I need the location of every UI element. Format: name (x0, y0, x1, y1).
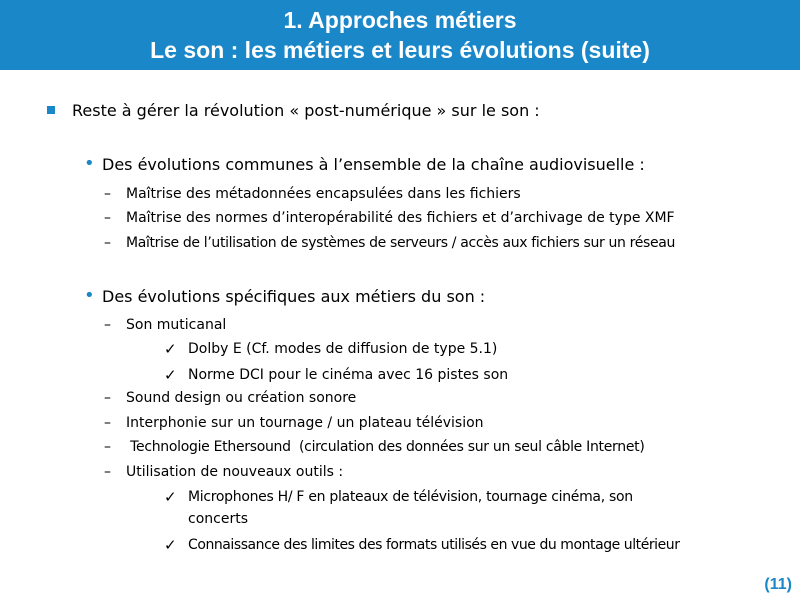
section2-item-ethersound: Technologie Ethersound (circulation des données sur un seul câble Internet) (126, 439, 645, 455)
section1-title: Des évolutions communes à l’ensemble de la chaîne audiovisuelle : (102, 155, 645, 174)
checkmark-icon: ✓ (164, 488, 177, 506)
dash-bullet-icon: – (104, 415, 111, 431)
dash-bullet-icon: – (104, 439, 111, 455)
section2-item-new-tools: Utilisation de nouveaux outils : (126, 464, 344, 480)
section1-item: Maîtrise de l’utilisation de systèmes de serveurs / accès aux fichiers sur un réseau (126, 235, 675, 251)
dot-bullet-icon: • (84, 285, 95, 306)
tools-subitem1-line1: Microphones H/ F en plateaux de télévision, tournage cinéma, son (188, 489, 633, 505)
square-bullet-icon (47, 106, 55, 114)
section2-item-sound-design: Sound design ou création sonore (126, 390, 357, 406)
dash-bullet-icon: – (104, 464, 111, 480)
dash-bullet-icon: – (104, 317, 111, 333)
multichannel-subitem: Dolby E (Cf. modes de diffusion de type 5.1) (188, 341, 498, 357)
section2-item-interphony: Interphonie sur un tournage / un plateau télévision (126, 415, 484, 431)
dash-bullet-icon: – (104, 235, 111, 251)
dash-bullet-icon: – (104, 186, 111, 202)
section1-item: Maîtrise des normes d’interopérabilité des fichiers et d’archivage de type XMF (126, 210, 675, 226)
tools-subitem2: Connaissance des limites des formats utilisés en vue du montage ultérieur (188, 537, 680, 553)
slide-header (0, 0, 800, 70)
checkmark-icon: ✓ (164, 536, 177, 554)
dash-bullet-icon: – (104, 390, 111, 406)
checkmark-icon: ✓ (164, 366, 177, 384)
dash-bullet-icon: – (104, 210, 111, 226)
section1-item: Maîtrise des métadonnées encapsulées dans les fichiers (126, 186, 521, 202)
slide-title-line2: Le son : les métiers et leurs évolutions (suite) (150, 37, 650, 63)
dot-bullet-icon: • (84, 153, 95, 174)
checkmark-icon: ✓ (164, 340, 177, 358)
main-point: Reste à gérer la révolution « post-numérique » sur le son : (72, 101, 540, 120)
slide-title-line1: 1. Approches métiers (283, 7, 517, 33)
tools-subitem1-line2: concerts (188, 511, 248, 527)
page-number: (11) (764, 576, 792, 593)
section2-title: Des évolutions spécifiques aux métiers du son : (102, 287, 486, 306)
section2-item-multichannel: Son muticanal (126, 317, 227, 333)
multichannel-subitem: Norme DCI pour le cinéma avec 16 pistes son (188, 367, 509, 383)
